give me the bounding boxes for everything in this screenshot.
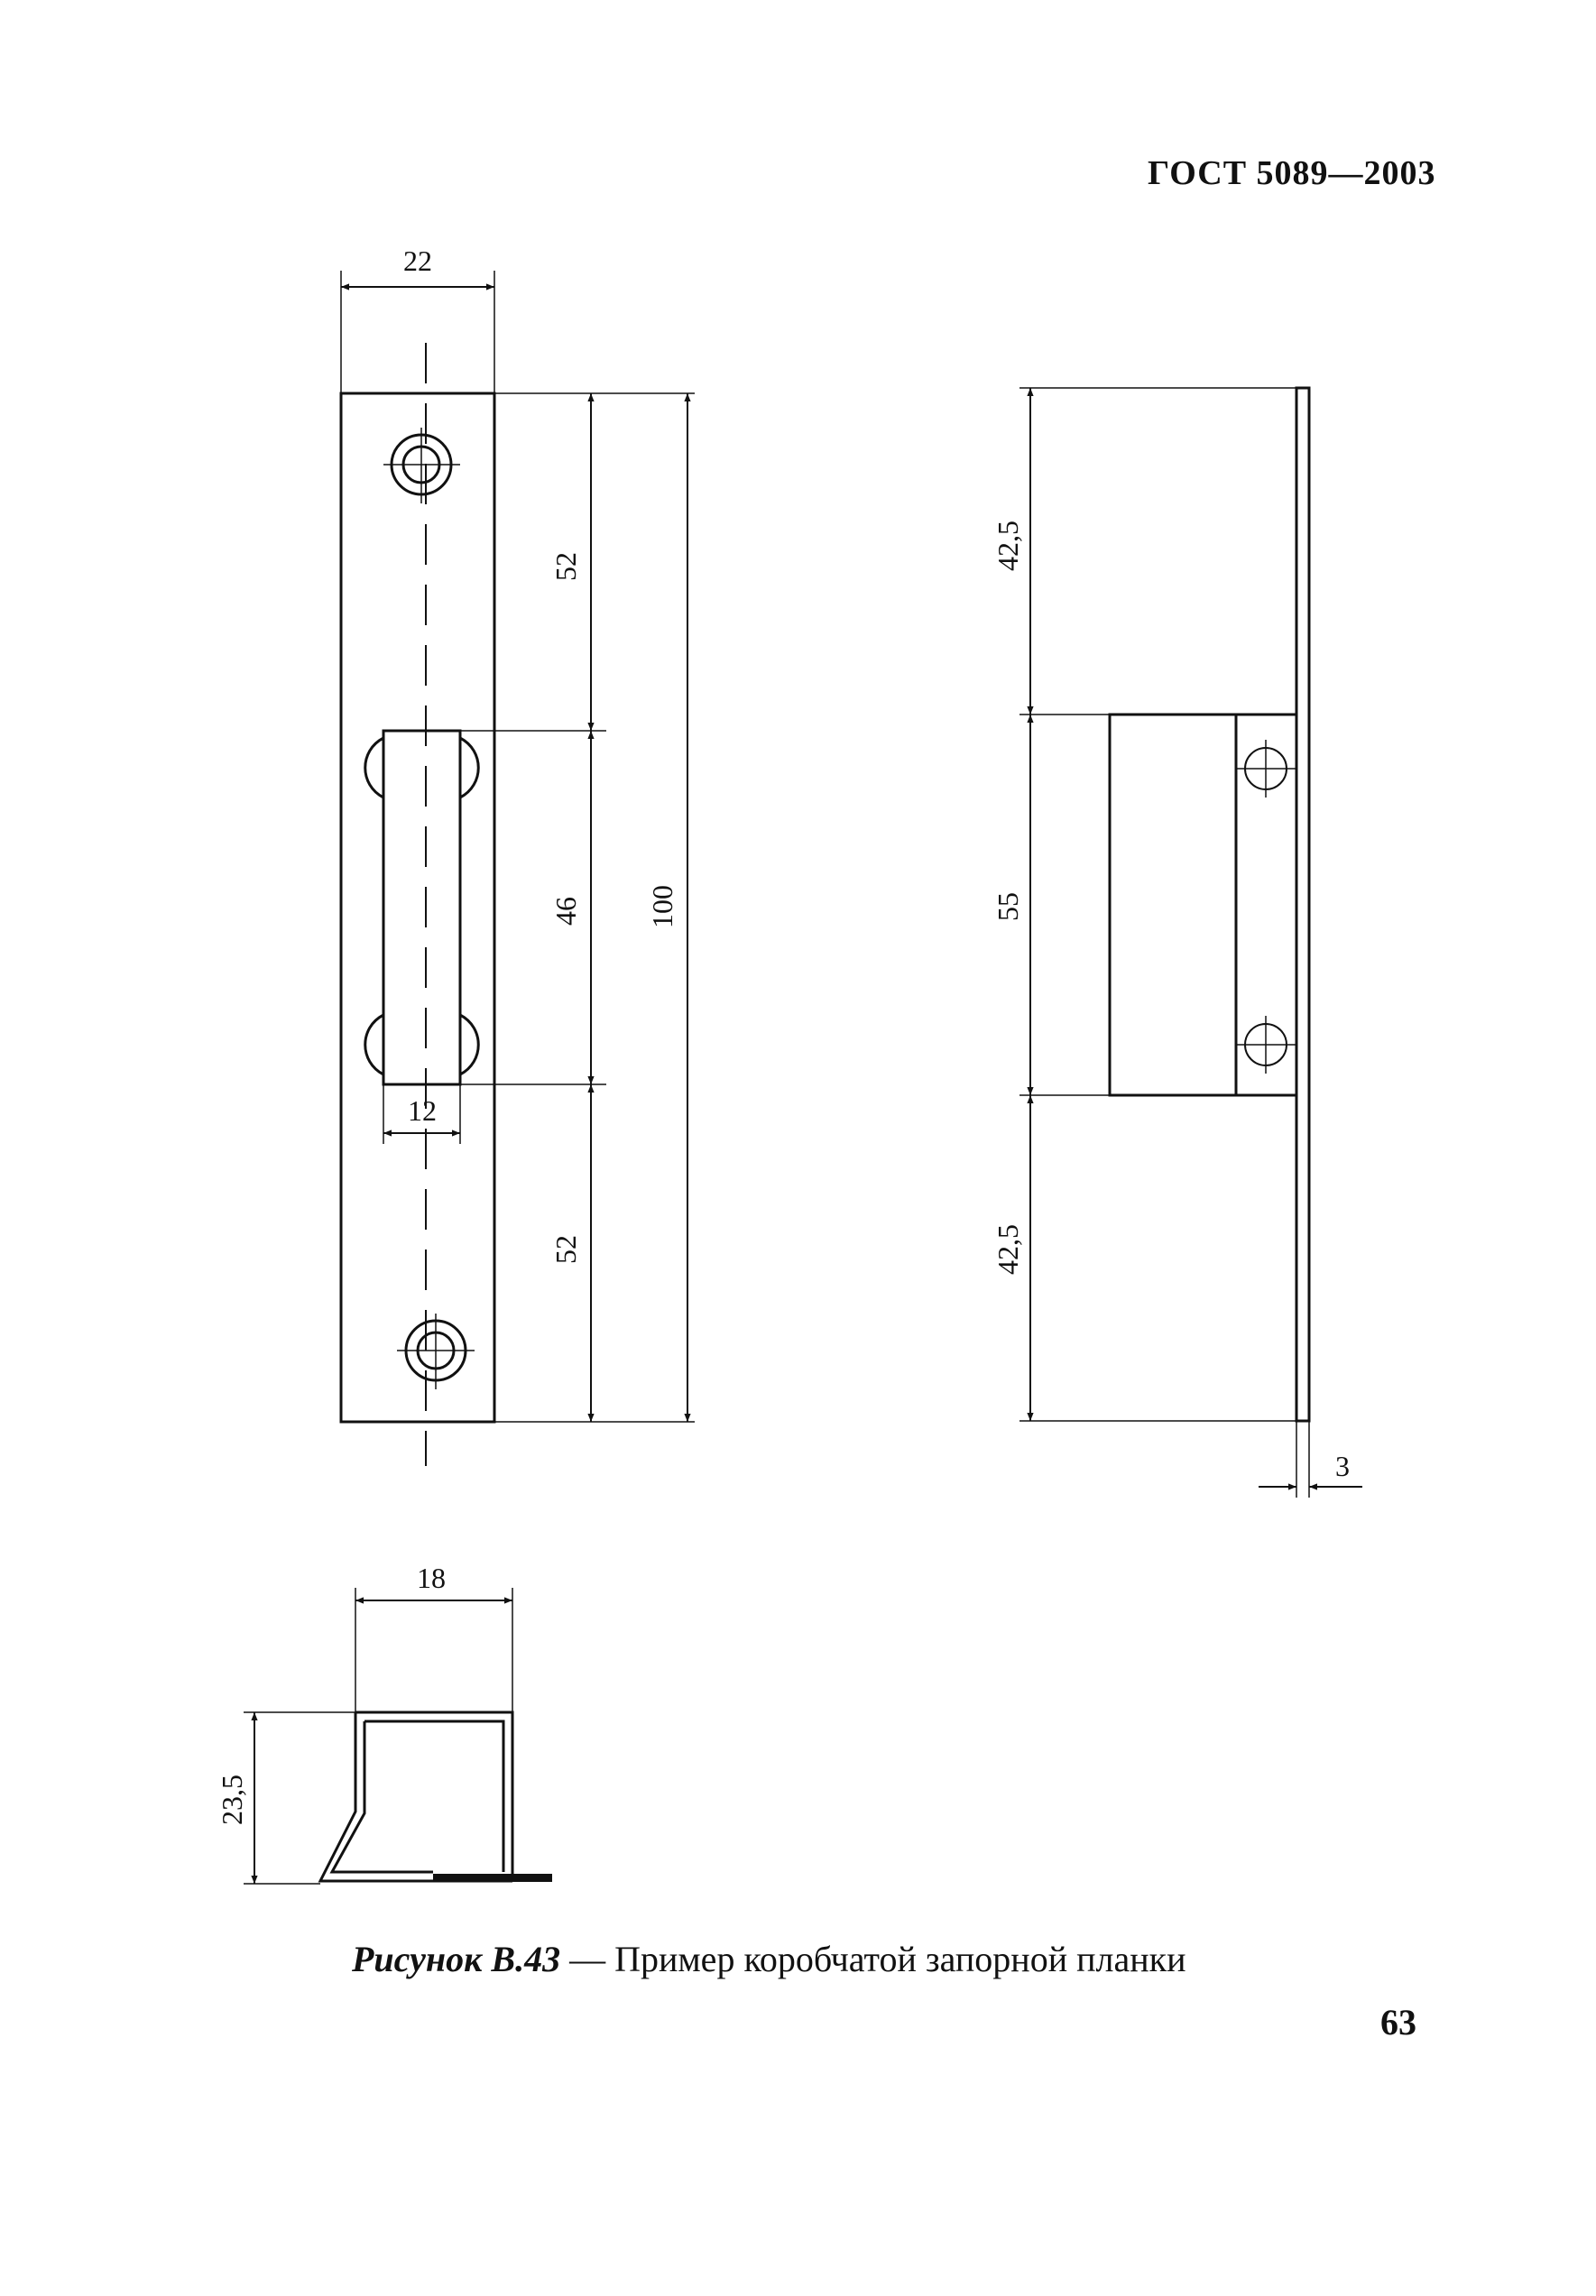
figure-caption-lead: Рисунок В.43 [352,1939,561,1979]
section-profile [320,1712,512,1881]
top-screw-hole [383,428,460,503]
figure-caption [352,1938,1185,1980]
side-view [992,388,1362,1498]
front-middle-segment-dimension: 46 [549,897,582,926]
section-view [216,1562,552,1884]
strike-plate-outline [341,393,494,1422]
section-width-dimension: 18 [417,1562,446,1594]
front-bottom-segment-dimension: 52 [549,1235,582,1264]
front-width-dimension: 22 [403,244,432,277]
latch-slot [365,731,479,1084]
side-middle-segment-dimension: 55 [992,892,1024,921]
figure-caption-text: — Пример коробчатой запорной планки [560,1939,1186,1979]
section-height-dimension: 23,5 [216,1775,248,1825]
side-bottom-segment-dimension: 42,5 [992,1224,1024,1275]
side-plate [1296,388,1309,1421]
side-thickness-dimension: 3 [1335,1450,1350,1482]
front-view [341,244,695,1466]
page-number: 63 [1380,2002,1416,2042]
side-top-segment-dimension: 42,5 [992,521,1024,571]
side-box-projection [1110,715,1296,1095]
front-top-segment-dimension: 52 [549,552,582,581]
slot-width-dimension: 12 [408,1094,437,1127]
document-code: ГОСТ 5089—2003 [1148,154,1436,192]
front-total-height-dimension: 100 [646,885,678,928]
bottom-screw-hole [397,1314,475,1389]
side-hole-bottom [1236,1016,1296,1074]
side-hole-top [1236,740,1296,798]
